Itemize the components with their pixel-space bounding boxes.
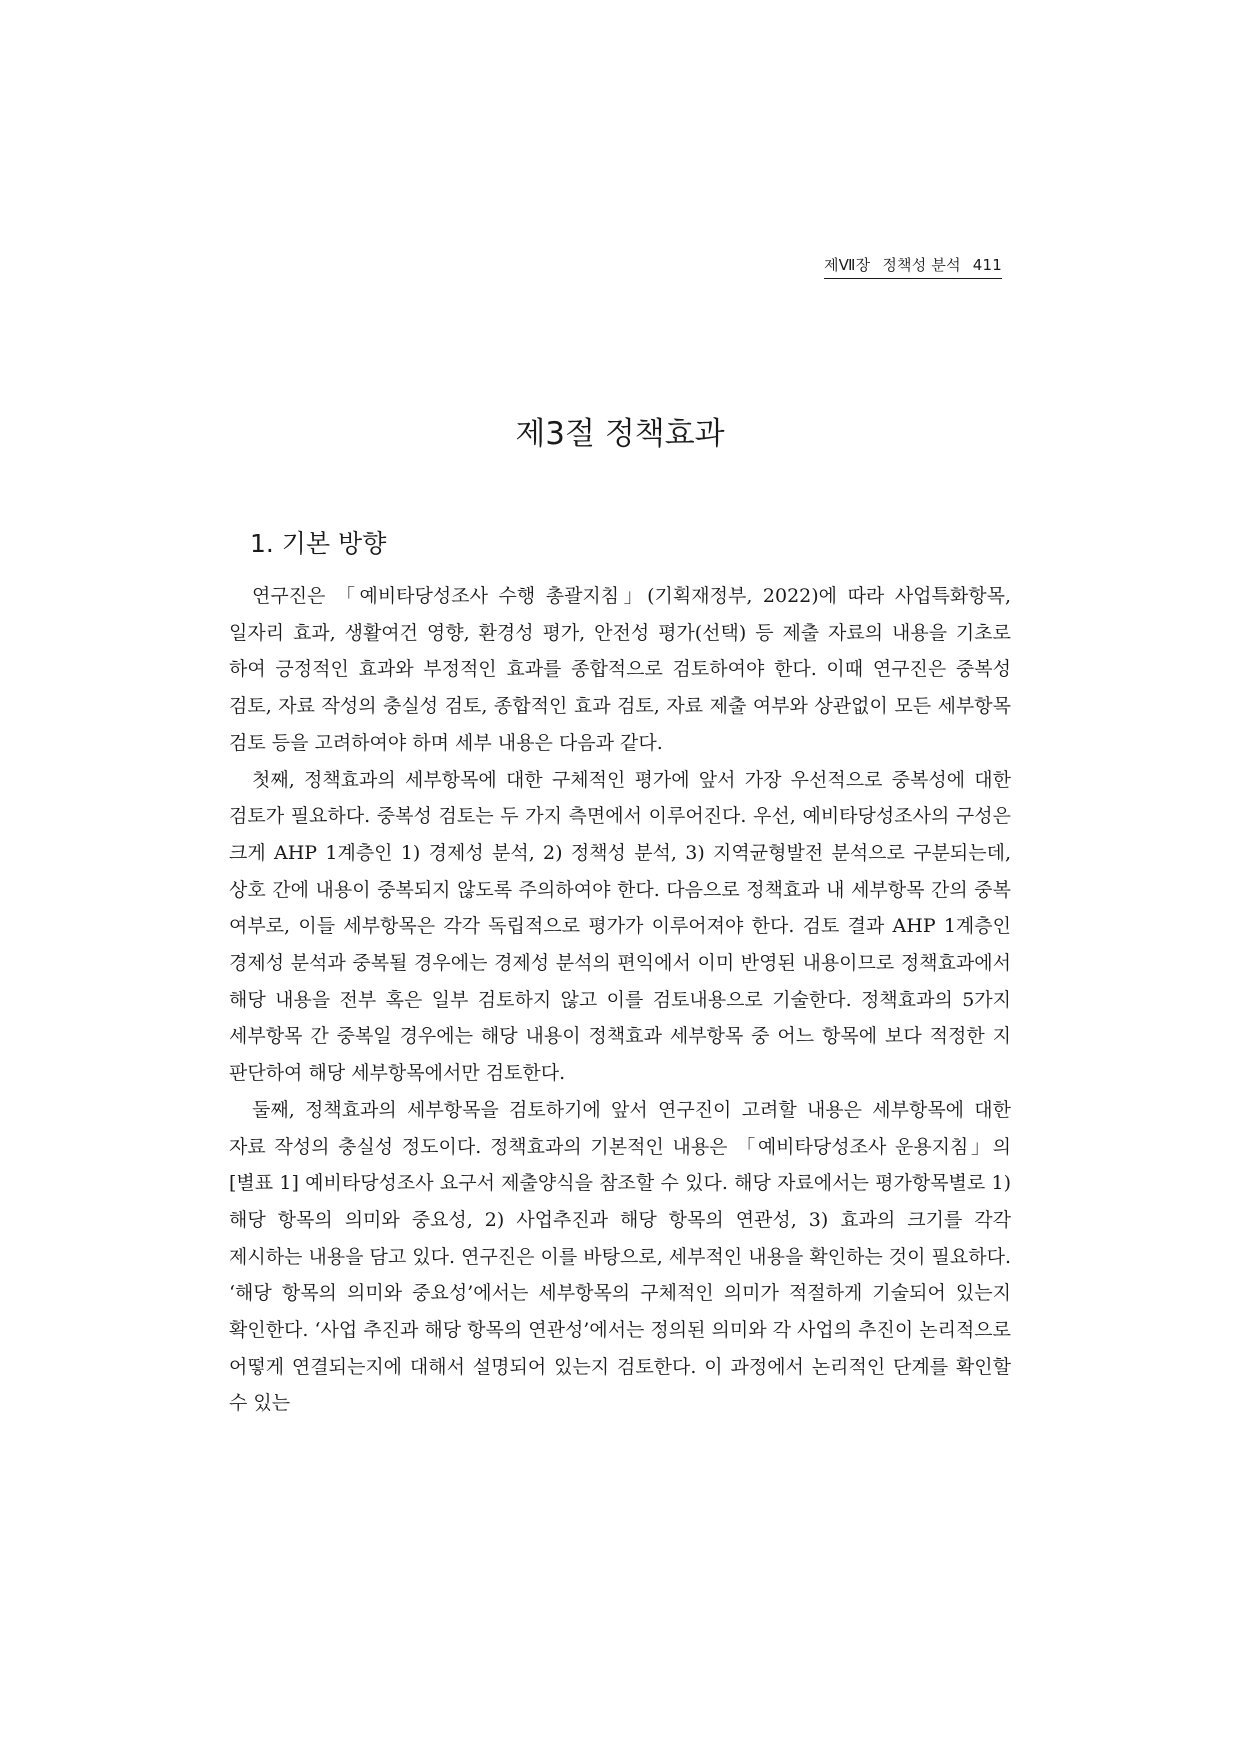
paragraph-intro: 연구진은 「예비타당성조사 수행 총괄지침」(기획재정부, 2022)에 따라 사업특화항목, 일자리 효과, 생활여건 영향, 환경성 평가, 안전성 평가(선택) 등 제출 자료의 내용을 기초로 하여 긍정적인 효과와 부정적인 효과를 종합적으로 검토하여야 한다. 이때 연구진은 중복성 검토, 자료 작성의 충실성 검토, 종합적인 효과 검토, 자료 제출 여부와 상관없이 모든 세부항목 검토 등을 고려하여야 하며 세부 내용은 다음과 같다. — [229, 585, 1011, 754]
page-number: 411 — [972, 256, 1002, 274]
subsection-title: 1. 기본 방향 — [250, 529, 387, 558]
section-title: 제3절 정책효과 — [515, 416, 725, 452]
paragraph-second: 둘째, 정책효과의 세부항목을 검토하기에 앞서 연구진이 고려할 내용은 세부항목에 대한 자료 작성의 충실성 정도이다. 정책효과의 기본적인 내용은 「예비타당성조사 운용지침」의 [별표 1] 예비타당성조사 요구서 제출양식을 참조할 수 있다. 해당 자료에서는 평가항목별로 1) 해당 항목의 의미와 중요성, 2) 사업추진과 해당 항목의 연관성, 3) 효과의 크기를 각각 제시하는 내용을 담고 있다. 연구진은 이를 바탕으로, 세부적인 내용을 확인하는 것이 필요하다. ‘해당 항목의 의미와 중요성’에서는 세부항목의 구체적인 의미가 적절하게 기술되어 있는지 확인한다. ‘사업 추진과 해당 항목의 연관성’에서는 정의된 의미와 각 사업의 추진이 논리적으로 어떻게 연결되는지에 대해서 설명되어 있는지 검토한다. 이 과정에서 논리적인 단계를 확인할 수 있는 — [229, 1098, 1012, 1415]
paragraph-first: 첫째, 정책효과의 세부항목에 대한 구체적인 평가에 앞서 가장 우선적으로 중복성에 대한 검토가 필요하다. 중복성 검토는 두 가지 측면에서 이루어진다. 우선, 예비타당성조사의 구성은 크게 AHP 1계층인 1) 경제성 분석, 2) 정책성 분석, 3) 지역균형발전 분석으로 구분되는데, 상호 간에 내용이 중복되지 않도록 주의하여야 한다. 다음으로 정책효과 내 세부항목 간의 중복 여부로, 이들 세부항목은 각각 독립적으로 평가가 이루어져야 한다. 검토 결과 AHP 1계층인 경제성 분석과 중복될 경우에는 경제성 분석의 편익에서 이미 반영된 내용이므로 정책효과에서 해당 내용을 전부 혹은 일부 검토하지 않고 이를 검토내용으로 기술한다. 정책효과의 5가지 세부항목 간 중복일 경우에는 해당 내용이 정책효과 세부항목 중 어느 항목에 보다 적정한 지 판단하여 해당 세부항목에서만 검토한다. — [229, 768, 1011, 1085]
running-header — [824, 254, 1002, 279]
chapter-number: 제Ⅶ장 — [823, 256, 871, 274]
chapter-title: 정책성 분석 — [882, 256, 961, 274]
body-text — [229, 578, 1011, 1422]
